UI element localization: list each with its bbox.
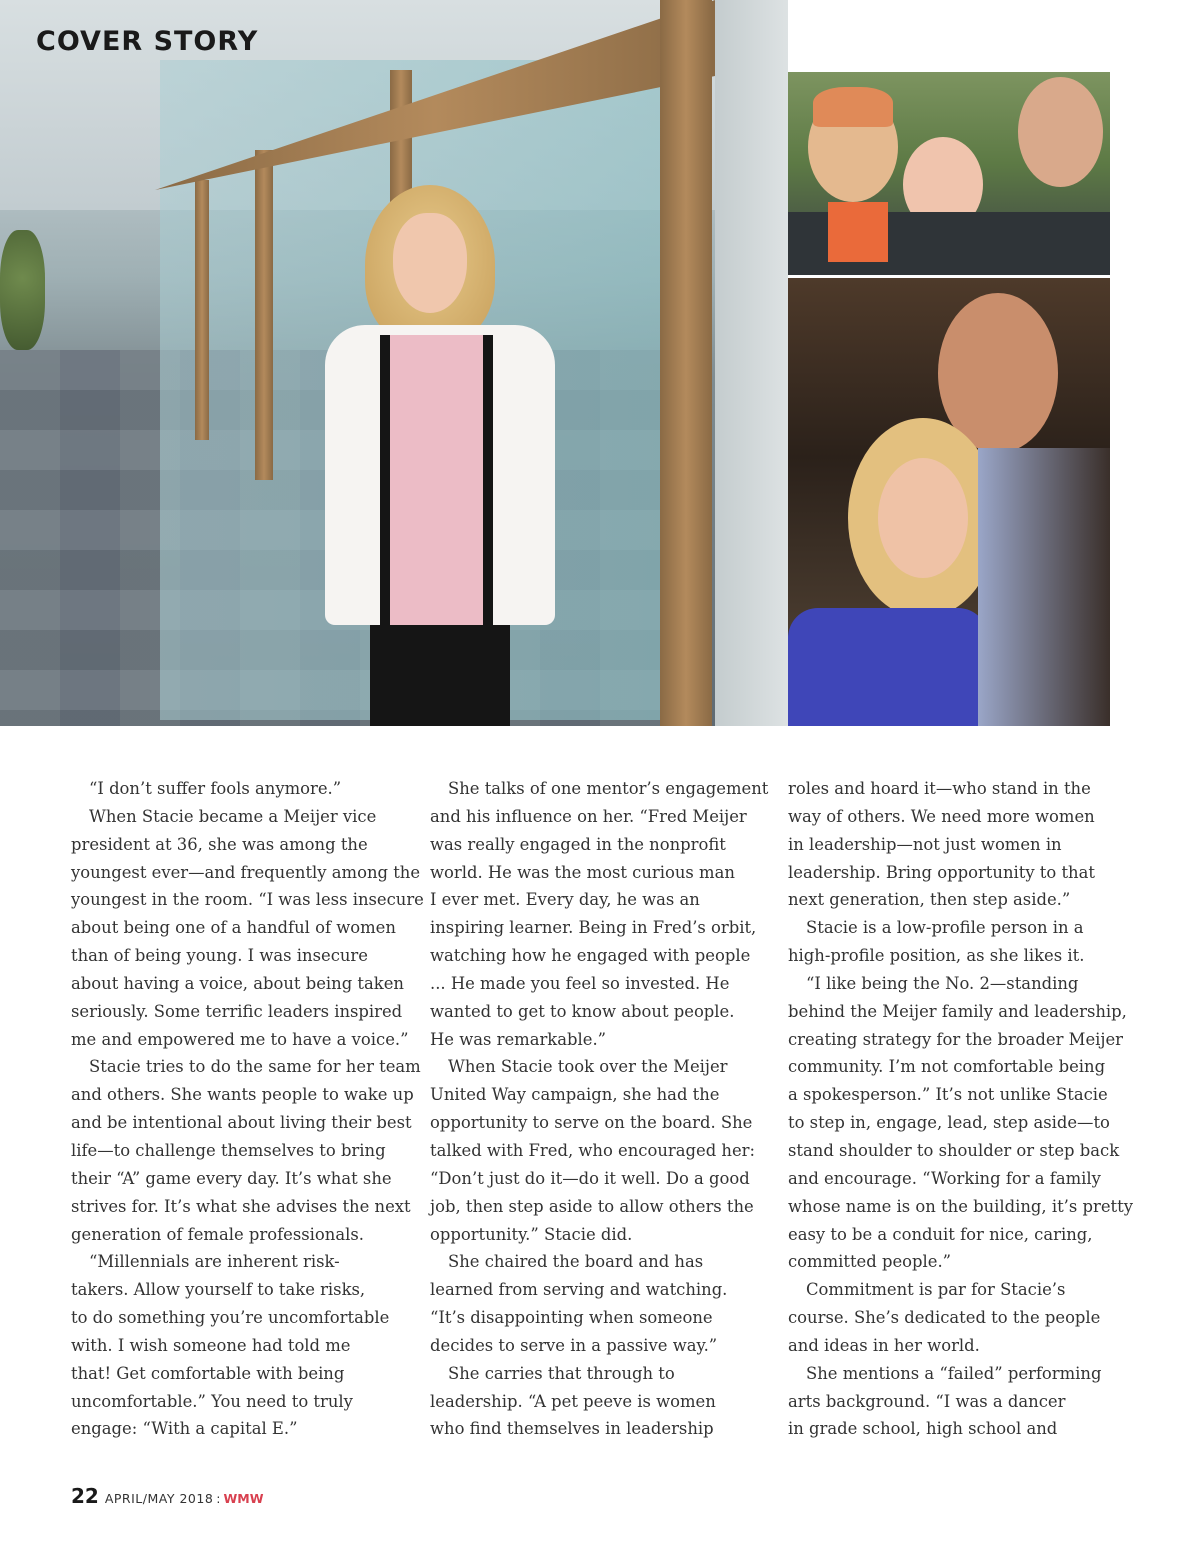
text-line: in leadership—not just women in xyxy=(788,834,1062,854)
text-line: takers. Allow yourself to take risks, xyxy=(71,1280,366,1300)
text-line: watching how he engaged with people xyxy=(430,946,751,966)
text-line: stand shoulder to shoulder or step back xyxy=(788,1140,1120,1160)
text-line: and encourage. “Working for a family xyxy=(788,1168,1101,1188)
text-line: When Stacie became a Meijer vice xyxy=(89,806,377,826)
text-line: a spokesperson.” It’s not unlike Stacie xyxy=(788,1085,1108,1105)
text-line: When Stacie took over the Meijer xyxy=(448,1057,728,1077)
text-line: strives for. It’s what she advises the next xyxy=(71,1196,411,1216)
page-number: 22 xyxy=(71,1484,99,1508)
text-line: She chaired the board and has xyxy=(448,1252,704,1272)
magazine-name: WMW xyxy=(223,1491,264,1506)
text-line: Commitment is par for Stacie’s xyxy=(806,1280,1066,1300)
text-line: opportunity to serve on the board. She xyxy=(430,1113,753,1133)
text-line: creating strategy for the broader Meijer xyxy=(788,1029,1124,1049)
text-line: “Don’t just do it—do it well. Do a good xyxy=(430,1168,750,1188)
text-line: that! Get comfortable with being xyxy=(71,1363,345,1383)
text-column-3 xyxy=(788,775,1133,1443)
hero-photo xyxy=(0,0,788,726)
text-line: leadership. Bring opportunity to that xyxy=(788,862,1095,882)
text-column-1 xyxy=(71,775,424,1443)
text-line: He was remarkable.” xyxy=(430,1029,607,1049)
hero-woman xyxy=(325,185,555,726)
text-line: president at 36, she was among the xyxy=(71,834,368,854)
text-line: than of being young. I was insecure xyxy=(71,946,368,966)
text-line: and his influence on her. “Fred Meijer xyxy=(430,806,747,826)
text-line: ... He made you feel so invested. He xyxy=(430,973,730,993)
text-column-2 xyxy=(430,775,770,1443)
text-line: Stacie tries to do the same for her team xyxy=(89,1057,421,1077)
text-line: was really engaged in the nonprofit xyxy=(430,834,726,854)
text-line: to step in, engage, lead, step aside—to xyxy=(788,1113,1110,1133)
text-line: course. She’s dedicated to the people xyxy=(788,1308,1101,1328)
text-line: and others. She wants people to wake up xyxy=(71,1085,414,1105)
text-line: about having a voice, about being taken xyxy=(71,973,404,993)
text-line: next generation, then step aside.” xyxy=(788,890,1071,910)
text-line: inspiring learner. Being in Fred’s orbit, xyxy=(430,918,757,938)
text-line: learned from serving and watching. xyxy=(430,1280,728,1300)
text-line: and ideas in her world. xyxy=(788,1335,980,1355)
text-line: talked with Fred, who encouraged her: xyxy=(430,1140,756,1160)
text-line: She talks of one mentor’s engagement xyxy=(448,779,769,798)
text-line: generation of female professionals. xyxy=(71,1224,364,1244)
text-line: seriously. Some terrific leaders inspired xyxy=(71,1001,403,1021)
text-line: in grade school, high school and xyxy=(788,1419,1058,1439)
text-line: world. He was the most curious man xyxy=(430,862,735,882)
text-line: opportunity.” Stacie did. xyxy=(430,1224,633,1244)
text-line: engage: “With a capital E.” xyxy=(71,1419,298,1439)
text-line: “I like being the No. 2—standing xyxy=(806,973,1079,993)
text-line: She carries that through to xyxy=(448,1363,675,1383)
page-footer xyxy=(71,1484,264,1508)
text-line: with. I wish someone had told me xyxy=(71,1335,351,1355)
text-line: life—to challenge themselves to bring xyxy=(71,1140,386,1160)
text-line: uncomfortable.” You need to truly xyxy=(71,1391,353,1411)
text-line: “Millennials are inherent risk- xyxy=(89,1252,340,1272)
text-line: youngest ever—and frequently among the xyxy=(71,862,421,882)
text-line: job, then step aside to allow others the xyxy=(430,1196,754,1216)
text-line: way of others. We need more women xyxy=(788,806,1095,826)
section-label: COVER STORY xyxy=(36,26,259,57)
photo-couple xyxy=(788,278,1110,726)
text-line: She mentions a “failed” performing xyxy=(806,1363,1102,1383)
text-line: committed people.” xyxy=(788,1252,952,1272)
text-line: community. I’m not comfortable being xyxy=(788,1057,1106,1077)
footer-separator: : xyxy=(216,1491,221,1506)
text-line: high-profile position, as she likes it. xyxy=(788,946,1085,966)
text-line: wanted to get to know about people. xyxy=(430,1001,735,1021)
text-line: leadership. “A pet peeve is women xyxy=(430,1391,716,1411)
text-line: to do something you’re uncomfortable xyxy=(71,1308,390,1328)
text-line: youngest in the room. “I was less insecure xyxy=(71,890,424,910)
hero-plant xyxy=(0,230,45,350)
text-line: me and empowered me to have a voice.” xyxy=(71,1029,409,1049)
text-line: roles and hoard it—who stand in the xyxy=(788,779,1091,798)
text-line: “It’s disappointing when someone xyxy=(430,1308,713,1328)
text-line: whose name is on the building, it’s pretty xyxy=(788,1196,1133,1216)
text-line: behind the Meijer family and leadership, xyxy=(788,1001,1127,1021)
text-line: arts background. “I was a dancer xyxy=(788,1391,1066,1411)
text-line: their “A” game every day. It’s what she xyxy=(71,1168,392,1188)
text-line: easy to be a conduit for nice, caring, xyxy=(788,1224,1093,1244)
text-line: about being one of a handful of women xyxy=(71,918,396,938)
photo-group-outdoors xyxy=(788,72,1110,275)
text-line: decides to serve in a passive way.” xyxy=(430,1335,718,1355)
text-line: United Way campaign, she had the xyxy=(430,1085,720,1105)
text-line: “I don’t suffer fools anymore.” xyxy=(89,779,342,798)
text-line: and be intentional about living their best xyxy=(71,1113,412,1133)
text-line: I ever met. Every day, he was an xyxy=(430,890,700,910)
issue-date: APRIL/MAY 2018 xyxy=(104,1491,214,1506)
text-line: Stacie is a low-profile person in a xyxy=(806,918,1084,938)
text-line: who find themselves in leadership xyxy=(430,1419,714,1439)
